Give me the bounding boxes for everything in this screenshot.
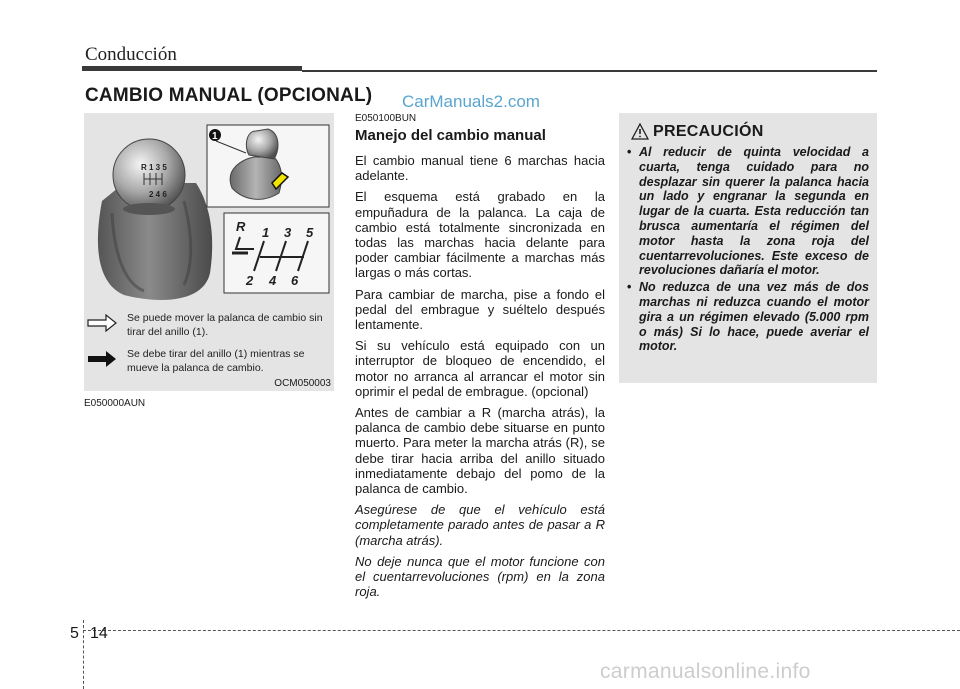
footer-divider-horizontal bbox=[83, 630, 960, 631]
svg-text:6: 6 bbox=[291, 273, 299, 288]
figure-section-code: E050000AUN bbox=[84, 398, 146, 409]
svg-text:2: 2 bbox=[246, 273, 254, 288]
svg-text:3: 3 bbox=[284, 225, 292, 240]
figure-code: OCM050003 bbox=[274, 378, 331, 389]
italic-note: Asegúrese de que el vehículo está completamente parado antes de pasar a R (marcha atrás). bbox=[355, 502, 605, 548]
caution-box bbox=[619, 113, 877, 383]
paragraph: El esquema está grabado en la empuñadura de la palanca. La caja de cambio está totalmente sincronizada en todas las marchas hacia delante para poder cambiar fácilmente a marchas más largas o más cortas. bbox=[355, 189, 605, 281]
caution-list bbox=[627, 145, 869, 356]
callout-number: 1 bbox=[212, 131, 218, 142]
caution-title: PRECAUCIÓN bbox=[653, 123, 764, 140]
svg-text:R: R bbox=[236, 219, 246, 234]
knob-label-bottom: 2 4 6 bbox=[149, 190, 167, 199]
watermark-bottom: carmanualsonline.info bbox=[600, 660, 811, 683]
svg-text:4: 4 bbox=[269, 273, 277, 288]
header-rule-thick bbox=[82, 66, 302, 71]
chapter-title: Conducción bbox=[85, 44, 177, 65]
paragraph: Antes de cambiar a R (marcha atrás), la palanca de cambio debe situarse en punto muerto. Para meter la marcha atrás (R), se debe tirar hacia arriba del anillo situado inmediatamente debajo del pomo de la palanca de cambio. bbox=[355, 405, 605, 497]
chapter-number: 5 bbox=[70, 625, 79, 642]
shift-pattern bbox=[224, 213, 329, 293]
svg-text:1: 1 bbox=[262, 225, 270, 240]
warning-triangle-icon bbox=[631, 123, 649, 140]
gear-lever-figure bbox=[84, 113, 334, 391]
section-title: CAMBIO MANUAL (OPCIONAL) bbox=[85, 85, 373, 106]
caution-item: • No reduzca de una vez más de dos marchas ni reduzca cuando el motor gira a un régimen elevado (5.000 rpm o más) Si lo hace, puede averiar el motor. bbox=[627, 280, 869, 354]
header-rule-thin bbox=[302, 70, 877, 72]
section-heading: Manejo del cambio manual bbox=[355, 127, 546, 144]
outline-arrow-icon bbox=[88, 315, 116, 331]
paragraph: Si su vehículo está equipado con un interruptor de bloqueo de encendido, el motor no arranca al arrancar el motor sin oprimir el pedal de embrague. (opcional) bbox=[355, 338, 605, 399]
svg-text:5: 5 bbox=[306, 225, 314, 240]
solid-arrow-icon bbox=[88, 351, 116, 367]
knob-label-top: R 1 3 5 bbox=[141, 163, 167, 172]
section-code: E050100BUN bbox=[355, 113, 417, 124]
legend-item-pull-ring: Se debe tirar del anillo (1) mientras se mueve la palanca de cambio. bbox=[127, 348, 305, 374]
page-number: 14 bbox=[90, 625, 108, 642]
paragraph: Para cambiar de marcha, pise a fondo el pedal del embrague y suéltelo después lentamente. bbox=[355, 286, 605, 333]
caution-item: • Al reducir de quinta velocidad a cuarta, tenga cuidado para no desplazar sin querer la palanca hacia un lado y engranar la segunda en lugar de la cuarta. Esta reducción tan brusca aumentaría el régimen del motor hasta la zona roja del cuentarrevoluciones. Este exceso de revoluciones dañaría el motor. bbox=[627, 145, 869, 278]
paragraph: El cambio manual tiene 6 marchas hacia adelante. bbox=[355, 153, 605, 184]
italic-note: No deje nunca que el motor funcione con el cuentarrevoluciones (rpm) en la zona roja. bbox=[355, 553, 605, 600]
manual-shift-section bbox=[355, 113, 605, 605]
legend-item-free: Se puede mover la palanca de cambio sin tirar del anillo (1). bbox=[127, 312, 323, 338]
watermark-link[interactable]: CarManuals2.com bbox=[402, 92, 540, 111]
